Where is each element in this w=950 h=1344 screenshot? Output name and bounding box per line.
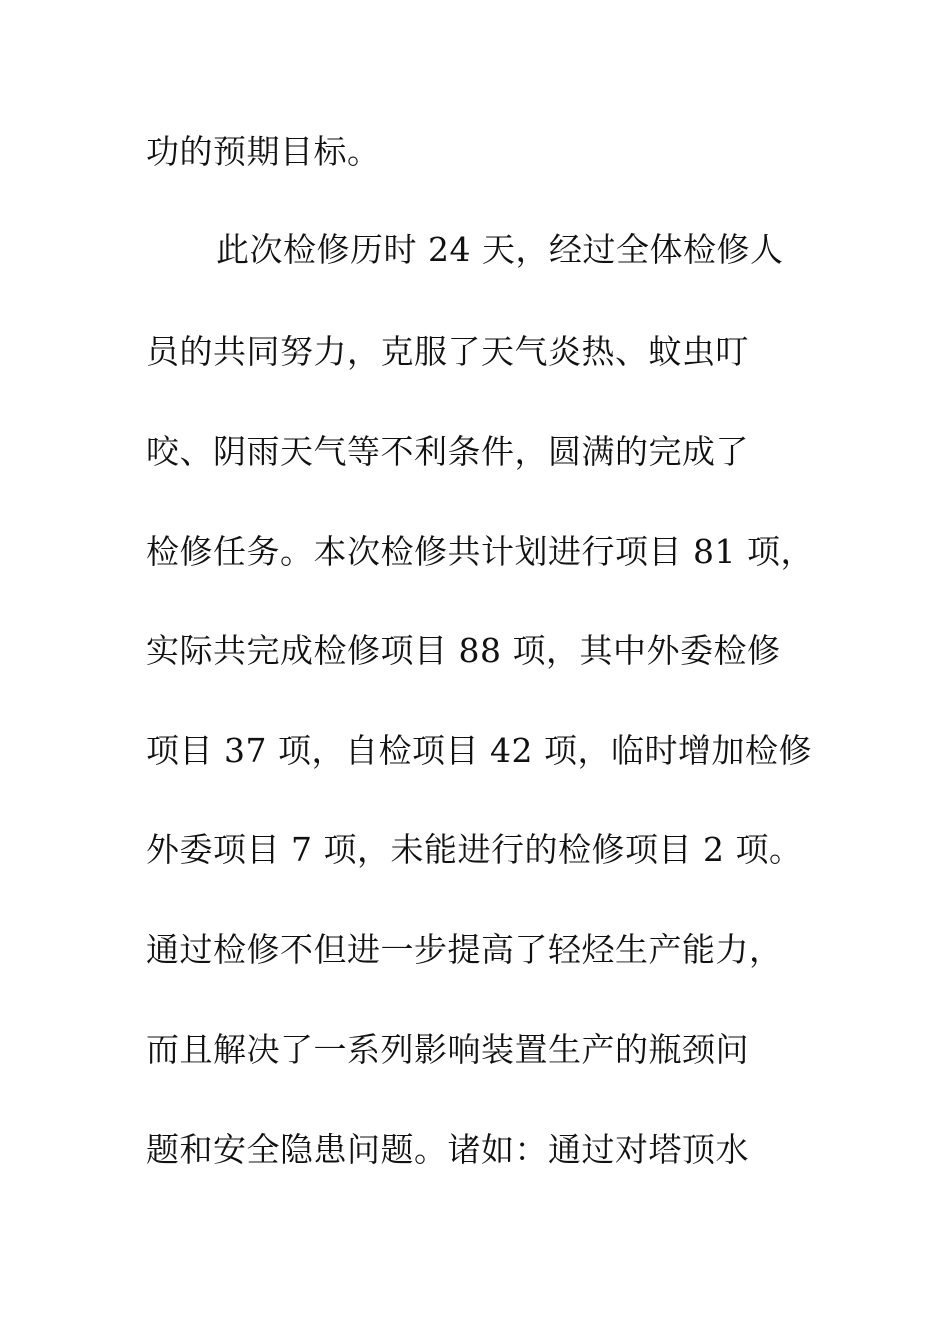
text-line-8: 外委项目 7 项，未能进行的检修项目 2 项。 xyxy=(146,830,803,869)
text-line-2: 此次检修历时 24 天，经过全体检修人 xyxy=(216,230,784,269)
text-line-5: 检修任务。本次检修共计划进行项目 81 项， xyxy=(146,532,814,571)
text-line-10: 而且解决了一系列影响装置生产的瓶颈问 xyxy=(146,1030,749,1069)
text-line-9: 通过检修不但进一步提高了轻烃生产能力， xyxy=(146,930,783,969)
text-line-3: 员的共同努力，克服了天气炎热、蚊虫叮 xyxy=(146,332,749,371)
text-line-1: 功的预期目标。 xyxy=(146,132,381,171)
text-line-4: 咬、阴雨天气等不利条件，圆满的完成了 xyxy=(146,432,749,471)
text-line-7: 项目 37 项，自检项目 42 项，临时增加检修 xyxy=(146,731,812,770)
text-line-6: 实际共完成检修项目 88 项，其中外委检修 xyxy=(146,631,781,670)
text-line-11: 题和安全隐患问题。诸如：通过对塔顶水 xyxy=(146,1130,749,1169)
